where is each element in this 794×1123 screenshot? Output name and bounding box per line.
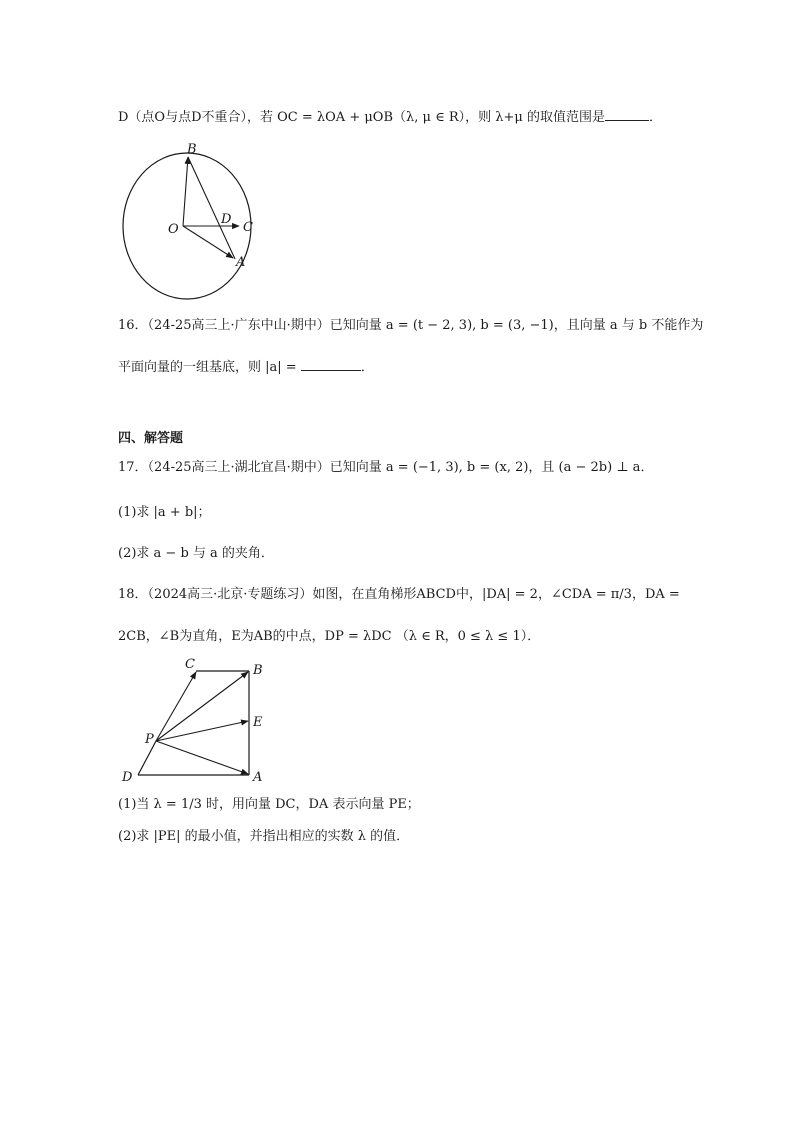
q15-label-A: A <box>236 255 246 270</box>
q18-part1: (1)当 λ = 1/3 时，用向量 DC，DA 表示向量 PE； <box>118 797 420 812</box>
q18-vector-PC <box>156 672 196 741</box>
q15-text-end: ． <box>648 110 662 125</box>
q16-line2-body: 平面向量的一组基底，则 |a| = <box>118 360 297 375</box>
q15-label-C: C <box>243 220 253 235</box>
q18-vector-PA <box>156 741 248 774</box>
section4-title: 四、解答题 <box>118 431 184 446</box>
q18-part2: (2)求 |PE| 的最小值，并指出相应的实数 λ 的值． <box>118 829 410 844</box>
q18-label-A: A <box>253 770 263 785</box>
q15-label-D: D <box>221 212 232 227</box>
q18-line1: 18．（2024高三·北京·专题练习）如图，在直角梯形ABCD中，|DA| = 2，∠CDA = π/3，DA = <box>118 587 680 602</box>
q18-label-C: C <box>185 657 195 672</box>
q15-text-body: D（点O与点D不重合），若 OC = λOA + μOB（λ, μ ∈ R），则 λ+μ 的取值范围是 <box>118 110 605 125</box>
q18-label-E: E <box>253 715 263 730</box>
q15-label-B: B <box>187 142 197 157</box>
q15-label-O: O <box>168 222 179 237</box>
q18-label-D: D <box>122 770 133 785</box>
q17-part1: (1)求 |a + b|； <box>118 505 211 520</box>
q16-line1: 16．（24-25高三上·广东中山·期中）已知向量 a = (t − 2, 3), b = (3, −1)，且向量 a 与 b 不能作为 <box>118 318 704 333</box>
q17-line1: 17．（24-25高三上·湖北宜昌·期中）已知向量 a = (−1, 3), b = (x, 2)，且 (a − 2b) ⊥ a． <box>118 460 654 475</box>
q18-line2: 2CB，∠B为直角，E为AB的中点，DP = λDC （λ ∈ R，0 ≤ λ ≤ 1）． <box>118 629 541 644</box>
q18-label-P: P <box>145 732 154 747</box>
q16-line2-end: ． <box>360 360 374 375</box>
q18-label-B: B <box>253 663 263 678</box>
q17-part2: (2)求 a − b 与 a 的夹角． <box>118 546 274 561</box>
